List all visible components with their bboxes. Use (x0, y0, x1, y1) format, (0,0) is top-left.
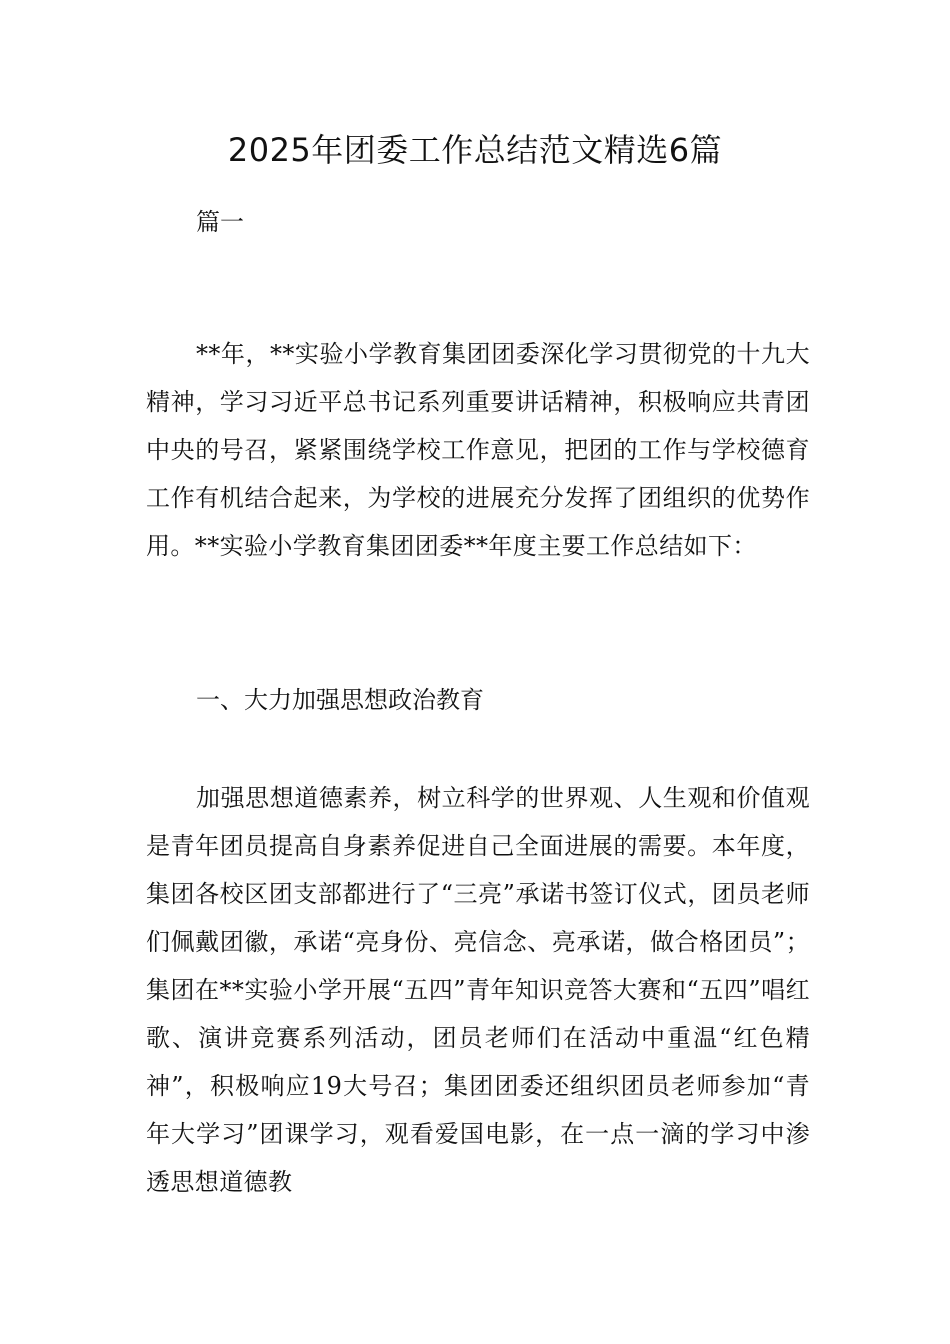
section-heading-1: 一、大力加强思想政治教育 (196, 686, 484, 714)
body-paragraph-2: 加强思想道德素养，树立科学的世界观、人生观和价值观是青年团员提高自身素养促进自己全面进展的需要。本年度，集团各校区团支部都进行了“三亮”承诺书签订仪式，团员老师们佩戴团徽，承诺“亮身份、亮信念、亮承诺，做合格团员”；集团在**实验小学开展“五四”青年知识竞答大赛和“五四”唱红歌、演讲竞赛系列活动，团员老师们在活动中重温“红色精神”，积极响应19大号召；集团团委还组织团员老师参加“青年大学习”团课学习，观看爱国电影，在一点一滴的学习中渗透思想道德教 (146, 784, 810, 1196)
section-label: 篇一 (196, 208, 244, 236)
body-paragraph-1: **年，**实验小学教育集团团委深化学习贯彻党的十九大精神，学习习近平总书记系列重要讲话精神，积极响应共青团中央的号召，紧紧围绕学校工作意见，把团的工作与学校德育工作有机结合起来，为学校的进展充分发挥了团组织的优势作用。**实验小学教育集团团委**年度主要工作总结如下： (146, 340, 810, 560)
document-title: 2025年团委工作总结范文精选6篇 (227, 131, 723, 169)
